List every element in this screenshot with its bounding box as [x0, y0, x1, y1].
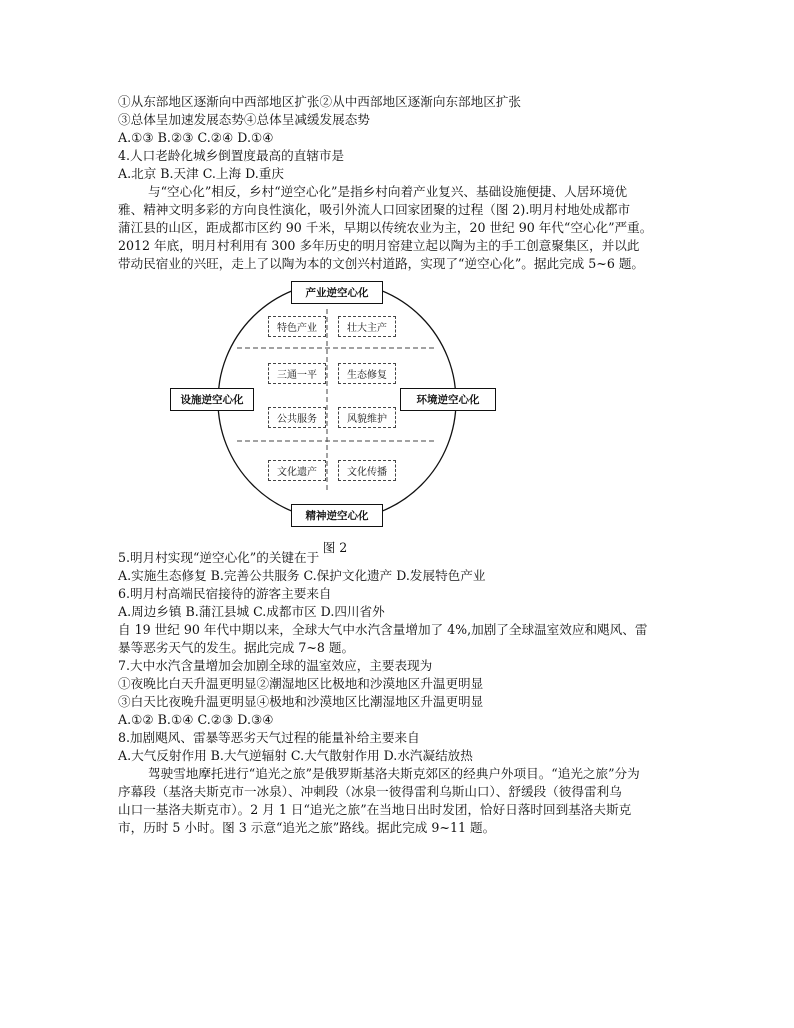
passage-line: 2012 年底，明月村利用有 300 多年历史的明月窑建立起以陶为主的手工创意聚集区，并以此	[118, 238, 640, 253]
question-4: 4.人口老龄化城乡倒置度最高的直辖市是	[118, 148, 345, 163]
passage-line: 序幕段（基洛夫斯克市一冰泉）、冲刺段（冰泉一彼得雷利乌斯山口）、舒缓段（彼得雷利乌	[118, 784, 622, 799]
question-8: 8.加剧飓风、雷暴等恶劣天气过程的能量补给主要来自	[118, 730, 420, 745]
option-line: ③总体呈加速发展态势④总体呈减缓发展态势	[118, 112, 370, 127]
passage-line: 驾驶雪地摩托进行“追光之旅”是俄罗斯基洛夫斯克郊区的经典户外项目。“追光之旅”分为	[148, 766, 640, 781]
figure-2-diagram	[170, 281, 504, 527]
passage-line: 雅、精神文明多彩的方向良性演化，吸引外流人口回家团聚的过程（图 2).明月村地处成都市	[118, 202, 631, 217]
question-5: 5.明月村实现“逆空心化”的关键在于	[118, 550, 320, 565]
characteristic-industry-box: 特色产业	[268, 316, 326, 337]
option-line: ①夜晚比白天升温更明显②潮湿地区比极地和沙漠地区升温更明显	[118, 676, 484, 691]
passage-line: 暴等恶劣天气的发生。据此完成 7~8 题。	[118, 640, 355, 655]
cultural-spread-box: 文化传播	[338, 460, 396, 481]
facility-reverse-hollowing-box: 设施逆空心化	[170, 388, 254, 411]
ecological-restoration-box: 生态修复	[338, 363, 396, 384]
passage-line: 与“空心化”相反，乡村“逆空心化”是指乡村向着产业复兴、基础设施便捷、人居环境优	[148, 184, 628, 199]
answer-choices: A.①③ B.②③ C.②④ D.①④	[118, 130, 274, 145]
answer-choices: A.周边乡镇 B.蒲江县城 C.成都市区 D.四川省外	[118, 604, 385, 619]
spiritual-reverse-hollowing-box: 精神逆空心化	[291, 504, 383, 527]
figure-caption: 图 2	[322, 540, 348, 555]
question-7: 7.大中水汽含量增加会加剧全球的温室效应，主要表现为	[118, 658, 433, 673]
main-industry-box: 壮大主产	[338, 316, 396, 337]
answer-choices: A.大气反射作用 B.大气逆辐射 C.大气散射作用 D.水汽凝结放热	[118, 748, 473, 763]
passage-line: 带动民宿业的兴旺，走上了以陶为本的文创兴村道路，实现了“逆空心化”。据此完成 5~6 题。	[118, 256, 645, 271]
answer-choices: A.①② B.①④ C.②③ D.③④	[118, 712, 274, 727]
landscape-maintenance-box: 风貌维护	[338, 407, 396, 428]
answer-choices: A.北京 B.天津 C.上海 D.重庆	[118, 166, 284, 181]
passage-line: 蒲江县的山区，距成都市区约 90 千米，早期以传统农业为主，20 世纪 90 年代“空心化”严重。	[118, 220, 653, 235]
industry-reverse-hollowing-box: 产业逆空心化	[291, 281, 383, 304]
passage-line: 山口一基洛夫斯克市）。2 月 1 日“追光之旅”在当地日出时发团，恰好日落时回到基洛夫斯克	[118, 802, 632, 817]
environment-reverse-hollowing-box: 环境逆空心化	[400, 388, 496, 411]
public-service-box: 公共服务	[268, 407, 326, 428]
answer-choices: A.实施生态修复 B.完善公共服务 C.保护文化遗产 D.发展特色产业	[118, 568, 486, 583]
passage-line: 市，历时 5 小时。图 3 示意“追光之旅”路线。据此完成 9~11 题。	[118, 820, 496, 835]
option-line: ③白天比夜晚升温更明显④极地和沙漠地区比潮湿地区升温更明显	[118, 694, 484, 709]
passage-line: 自 19 世纪 90 年代中期以来，全球大气中水汽含量增加了 4%,加剧了全球温室效应和飓风、雷	[118, 622, 648, 637]
question-6: 6.明月村高端民宿接待的游客主要来自	[118, 586, 332, 601]
cultural-heritage-box: 文化遗产	[268, 460, 326, 481]
infrastructure-box: 三通一平	[268, 363, 326, 384]
option-line: ①从东部地区逐渐向中西部地区扩张②从中西部地区逐渐向东部地区扩张	[118, 94, 521, 109]
